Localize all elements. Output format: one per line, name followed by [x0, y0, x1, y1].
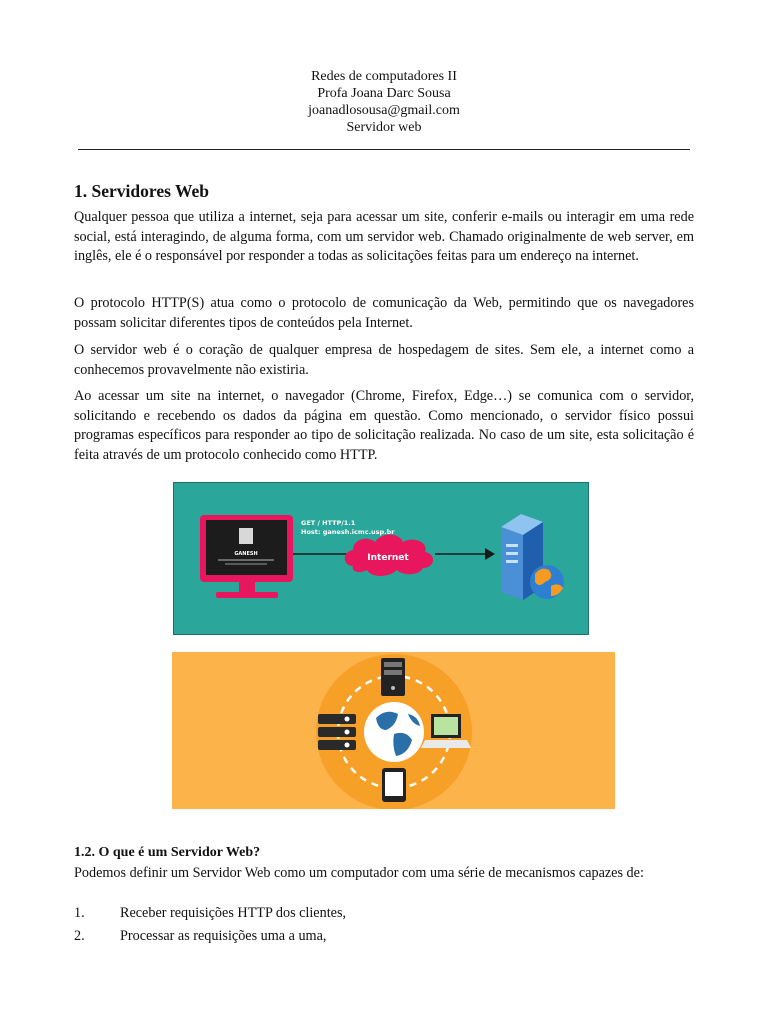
document-header [0, 68, 768, 136]
list-item [74, 927, 326, 946]
list-item [74, 904, 346, 923]
host-line: Host: ganesh.icmc.usp.br [301, 528, 395, 536]
list-number: 2. [74, 928, 85, 944]
screen-label: GANESH [234, 551, 258, 557]
request-line: GET / HTTP/1.1 [301, 519, 356, 527]
subsection-title: 1.2. O que é um Servidor Web? [74, 845, 261, 860]
paragraph: Ao acessar um site na internet, o navegador (Chrome, Firefox, Edge…) se comunica com o servidor, solicitando e recebendo os dados da página em questão. Como mencionado, o servidor físico possui programas específicos para responder ao tipo de solicitação realizada. No caso de um site, esta solicitação é feita através de um protocolo conhecido como HTTP. [74, 388, 694, 463]
paragraph: O servidor web é o coração de qualquer empresa de hospedagem de sites. Sem ele, a internet como a conhecemos provavelmente não existiria. [74, 342, 694, 378]
teacher-email: joanadlosousa@gmail.com [308, 103, 460, 118]
http-request-diagram [173, 482, 589, 635]
document-topic: Servidor web [346, 120, 422, 135]
globe-icon [364, 702, 424, 762]
list-text: Receber requisições HTTP dos clientes, [120, 905, 347, 921]
paragraph: Qualquer pessoa que utiliza a internet, seja para acessar um site, conferir e-mails ou interagir em uma rede social, está interagindo, de alguma forma, com um servidor web. Chamado originalmente de web server, em inglês, ele é o responsável por responder a todas as solicitações feitas para um endereço na internet. [74, 209, 694, 264]
course-name: Redes de computadores II [311, 69, 457, 84]
teacher-name: Profa Joana Darc Sousa [317, 86, 451, 101]
server-tower-icon [381, 658, 405, 696]
paragraph: O protocolo HTTP(S) atua como o protocolo de comunicação da Web, permitindo que os navegadores possam solicitar diferentes tipos de conteúdos pela Internet. [74, 295, 694, 331]
server-rack-icon [318, 714, 356, 750]
tablet-icon [382, 768, 406, 802]
list-text: Processar as requisições uma a uma, [120, 928, 327, 944]
paragraph: Podemos definir um Servidor Web como um computador com uma série de mecanismos capazes de: [74, 865, 644, 881]
cloud-label: Internet [367, 553, 409, 563]
header-divider [78, 149, 690, 150]
list-number: 1. [74, 905, 85, 921]
section-title: 1. Servidores Web [74, 181, 209, 201]
network-globe-illustration [172, 652, 615, 809]
